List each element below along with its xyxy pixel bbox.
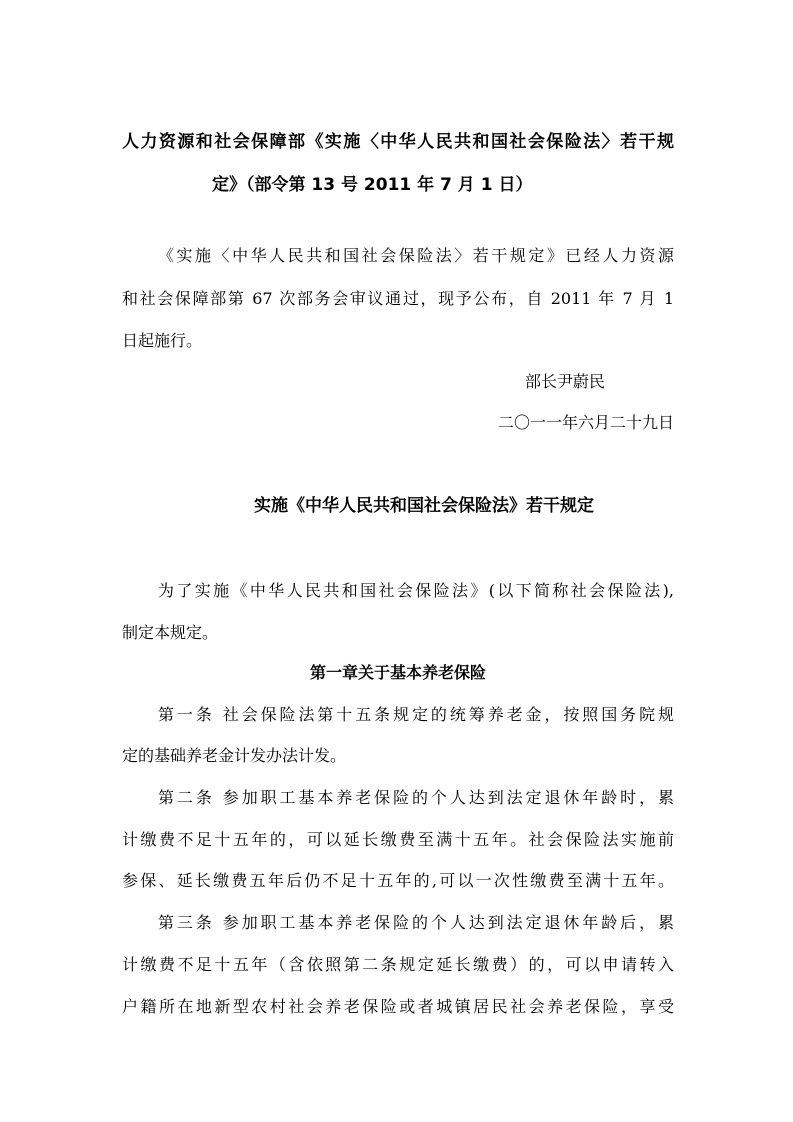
article-2-line-1: 第二条 参加职工基本养老保险的个人达到法定退休年龄时，累 xyxy=(158,788,674,807)
article-2-line-2: 计缴费不足十五年的，可以延长缴费至满十五年。社会保险法实施前 xyxy=(122,830,674,849)
intro-line-2: 和社会保障部第 67 次部务会审议通过，现予公布，自 2011 年 7 月 1 xyxy=(122,289,674,308)
article-1-line-2: 定的基础养老金计发办法计发。 xyxy=(122,746,347,765)
article-2-line-3: 参保、延长缴费五年后仍不足十五年的,可以一次性缴费至满十五年。 xyxy=(122,871,674,890)
intro-line-3: 日起施行。 xyxy=(122,331,203,350)
article-3-line-3: 户籍所在地新型农村社会养老保险或者城镇居民社会养老保险，享受 xyxy=(122,997,674,1016)
preface-line-1: 为了实施《中华人民共和国社会保险法》(以下简称社会保险法), xyxy=(158,581,674,600)
regulation-title: 实施《中华人民共和国社会保险法》若干规定 xyxy=(254,496,594,516)
signing-date: 二〇一一年六月二十九日 xyxy=(497,413,674,432)
article-3-line-1: 第三条 参加职工基本养老保险的个人达到法定退休年龄后，累 xyxy=(158,913,674,932)
chapter-1-heading: 第一章关于基本养老保险 xyxy=(309,663,486,682)
preface-line-2: 制定本规定。 xyxy=(122,623,219,642)
signer: 部长尹蔚民 xyxy=(524,372,605,391)
document-title-line-2: 定》（部令第 13 号 2011 年 7 月 1 日） xyxy=(212,175,533,195)
article-3-line-2: 计缴费不足十五年（含依照第二条规定延长缴费）的，可以申请转入 xyxy=(122,955,674,974)
intro-line-1: 《实施〈中华人民共和国社会保险法〉若干规定》已经人力资源 xyxy=(158,246,674,265)
document-title-line-1: 人力资源和社会保障部《实施〈中华人民共和国社会保险法〉若干规 xyxy=(122,132,674,152)
article-1-line-1: 第一条 社会保险法第十五条规定的统筹养老金，按照国务院规 xyxy=(158,705,674,724)
